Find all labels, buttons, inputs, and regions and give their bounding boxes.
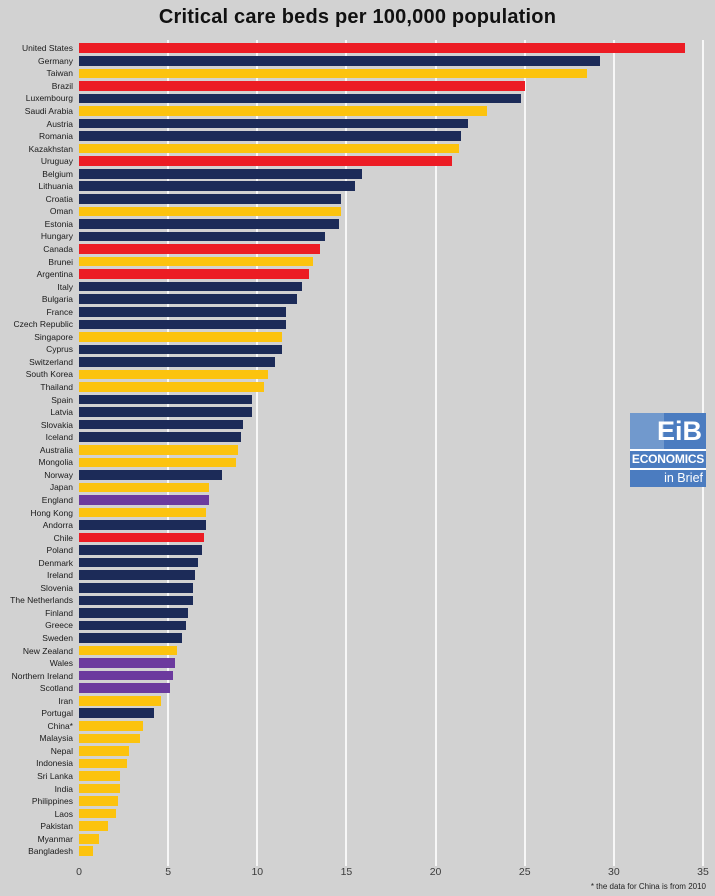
chart-row	[0, 305, 715, 318]
country-label: Slovenia	[40, 582, 73, 593]
tick-30	[613, 858, 615, 866]
bar	[79, 458, 236, 468]
country-label: South Korea	[25, 369, 73, 380]
chart-row	[0, 506, 715, 519]
country-label: Czech Republic	[13, 319, 73, 330]
chart-row	[0, 406, 715, 419]
country-label: Lithuania	[38, 181, 73, 192]
country-label: Portugal	[41, 708, 73, 719]
chart-row	[0, 368, 715, 381]
country-label: Taiwan	[46, 68, 73, 79]
chart-row	[0, 105, 715, 118]
bar	[79, 796, 118, 806]
country-label: Kazakhstan	[28, 143, 73, 154]
country-label: Japan	[49, 482, 73, 493]
country-label: Slovakia	[40, 419, 73, 430]
chart-row	[0, 293, 715, 306]
bar	[79, 771, 120, 781]
logo-eib-text: EiB	[656, 416, 702, 446]
chart-row	[0, 720, 715, 733]
bar	[79, 320, 286, 330]
x-tick-label-15: 15	[340, 866, 353, 878]
chart-row	[0, 55, 715, 68]
chart-row	[0, 544, 715, 557]
country-label: Hungary	[40, 231, 73, 242]
bar	[79, 357, 275, 367]
chart-row	[0, 42, 715, 55]
tick-5	[167, 858, 169, 866]
country-label: India	[54, 783, 73, 794]
tick-35	[702, 858, 704, 866]
bar	[79, 156, 452, 166]
country-label: Wales	[49, 658, 73, 669]
country-label: Australia	[39, 444, 73, 455]
bar	[79, 257, 313, 267]
bar	[79, 282, 302, 292]
country-label: Chile	[53, 532, 73, 543]
country-label: Thailand	[40, 382, 73, 393]
logo-economics-text: ECONOMICS	[631, 452, 705, 466]
chart-row	[0, 845, 715, 858]
country-label: Poland	[46, 545, 73, 556]
x-tick-label-25: 25	[518, 866, 531, 878]
chart-row	[0, 607, 715, 620]
country-label: Canada	[43, 244, 73, 255]
country-label: Spain	[51, 394, 73, 405]
country-label: Finland	[45, 607, 73, 618]
country-label: Austria	[46, 118, 73, 129]
chart-row	[0, 280, 715, 293]
tick-15	[345, 858, 347, 866]
country-label: Italy	[57, 281, 73, 292]
chart-row	[0, 694, 715, 707]
x-tick-label-5: 5	[165, 866, 172, 878]
bar	[79, 696, 161, 706]
bar	[79, 269, 309, 279]
country-label: Indonesia	[36, 758, 73, 769]
chart-row	[0, 230, 715, 243]
country-label: Latvia	[50, 407, 73, 418]
bar	[79, 43, 685, 53]
bar-rows	[0, 42, 715, 858]
country-label: Estonia	[44, 218, 73, 229]
country-label: Sweden	[42, 632, 73, 643]
bar	[79, 495, 209, 505]
bar	[79, 407, 252, 417]
chart-row	[0, 795, 715, 808]
logo-inbrief-text: in Brief	[630, 470, 706, 488]
bar	[79, 345, 282, 355]
chart-row	[0, 632, 715, 645]
chart-row	[0, 707, 715, 720]
country-label: Switzerland	[29, 356, 73, 367]
chart-row	[0, 80, 715, 93]
bar	[79, 545, 202, 555]
country-label: Iceland	[45, 432, 73, 443]
country-label: Croatia	[45, 193, 73, 204]
bar	[79, 784, 120, 794]
bar	[79, 658, 175, 668]
country-label: Scotland	[39, 683, 73, 694]
country-label: France	[46, 306, 73, 317]
bar	[79, 131, 461, 141]
bar	[79, 294, 297, 304]
x-tick-label-35: 35	[697, 866, 709, 878]
bar	[79, 746, 129, 756]
chart-row	[0, 381, 715, 394]
bar	[79, 232, 325, 242]
chart-row	[0, 820, 715, 833]
bar	[79, 69, 587, 79]
chart-row	[0, 167, 715, 180]
chart-row	[0, 418, 715, 431]
country-label: Brazil	[51, 80, 73, 91]
chart-row	[0, 669, 715, 682]
country-label: Northern Ireland	[11, 670, 73, 681]
country-label: Cyprus	[46, 344, 73, 355]
chart-row	[0, 531, 715, 544]
tick-25	[524, 858, 526, 866]
bar	[79, 508, 206, 518]
bar	[79, 332, 282, 342]
chart-row	[0, 770, 715, 783]
country-label: Greece	[45, 620, 73, 631]
chart-row	[0, 155, 715, 168]
bar	[79, 809, 116, 819]
chart-row	[0, 682, 715, 695]
chart-row	[0, 218, 715, 231]
chart-row	[0, 657, 715, 670]
bar	[79, 207, 341, 217]
bar	[79, 520, 206, 530]
chart-row	[0, 556, 715, 569]
chart-row	[0, 469, 715, 482]
bar	[79, 119, 468, 129]
chart-row	[0, 807, 715, 820]
country-label: Oman	[49, 206, 73, 217]
logo-top-block	[630, 413, 706, 449]
country-label: New Zealand	[22, 645, 73, 656]
bar	[79, 395, 252, 405]
country-label: Bangladesh	[28, 846, 73, 857]
bar	[79, 633, 182, 643]
bar	[79, 683, 170, 693]
bar	[79, 56, 600, 66]
country-label: Singapore	[34, 331, 73, 342]
chart-row	[0, 243, 715, 256]
chart-row	[0, 745, 715, 758]
x-tick-label-0: 0	[76, 866, 82, 878]
country-label: The Netherlands	[10, 595, 73, 606]
chart-row	[0, 456, 715, 469]
eib-logo	[630, 413, 706, 487]
chart-row	[0, 117, 715, 130]
bar	[79, 834, 99, 844]
country-label: Andorra	[42, 520, 73, 531]
chart-row	[0, 393, 715, 406]
bar	[79, 244, 320, 254]
chart-row	[0, 205, 715, 218]
chart-row	[0, 569, 715, 582]
country-label: Belgium	[42, 168, 73, 179]
bar	[79, 445, 238, 455]
chart-row	[0, 594, 715, 607]
bar	[79, 721, 143, 731]
bar	[79, 370, 268, 380]
chart-row	[0, 444, 715, 457]
country-label: Uruguay	[40, 156, 73, 167]
bar	[79, 432, 241, 442]
chart-row	[0, 343, 715, 356]
bar	[79, 94, 521, 104]
bar	[79, 708, 154, 718]
country-label: Argentina	[36, 269, 73, 280]
bar	[79, 194, 341, 204]
country-label: Germany	[38, 55, 73, 66]
bar	[79, 646, 177, 656]
x-tick-label-30: 30	[608, 866, 620, 878]
country-label: Bulgaria	[41, 294, 73, 305]
bar	[79, 106, 487, 116]
bar	[79, 570, 195, 580]
bar	[79, 621, 186, 631]
bar	[79, 821, 108, 831]
country-label: Pakistan	[40, 821, 73, 832]
bar	[79, 583, 193, 593]
country-label: Iran	[58, 695, 73, 706]
country-label: China*	[47, 720, 73, 731]
bar	[79, 558, 198, 568]
country-label: Malaysia	[39, 733, 73, 744]
chart-row	[0, 782, 715, 795]
chart-row	[0, 180, 715, 193]
chart-row	[0, 431, 715, 444]
country-label: Denmark	[38, 557, 73, 568]
country-label: Hong Kong	[30, 507, 73, 518]
x-tick-label-10: 10	[251, 866, 264, 878]
chart-row	[0, 519, 715, 532]
bar	[79, 671, 173, 681]
bar	[79, 382, 264, 392]
tick-20	[435, 858, 437, 866]
bar	[79, 219, 339, 229]
chart-row	[0, 318, 715, 331]
china-footnote: * the data for China is from 2010	[590, 882, 706, 891]
chart-row	[0, 481, 715, 494]
country-label: England	[41, 494, 73, 505]
chart-row	[0, 832, 715, 845]
x-tick-label-20: 20	[429, 866, 442, 878]
country-label: Norway	[44, 469, 73, 480]
chart-row	[0, 356, 715, 369]
bar	[79, 307, 286, 317]
country-label: Philippines	[31, 796, 73, 807]
chart-row	[0, 130, 715, 143]
country-label: Nepal	[50, 745, 73, 756]
chart-row	[0, 193, 715, 206]
country-label: Sri Lanka	[37, 770, 73, 781]
bar	[79, 81, 525, 91]
chart-row	[0, 494, 715, 507]
bar	[79, 169, 362, 179]
bar	[79, 759, 127, 769]
bar	[79, 533, 204, 543]
chart-row	[0, 582, 715, 595]
chart-row	[0, 644, 715, 657]
chart-row	[0, 331, 715, 344]
country-label: Mongolia	[38, 457, 73, 468]
chart-row	[0, 732, 715, 745]
country-label: United States	[21, 43, 73, 54]
chart-row	[0, 92, 715, 105]
country-label: Ireland	[47, 570, 73, 581]
bar	[79, 483, 209, 493]
bar	[79, 181, 355, 191]
country-label: Laos	[54, 808, 73, 819]
chart-title: Critical care beds per 100,000 population	[158, 6, 557, 28]
country-label: Saudi Arabia	[24, 106, 73, 116]
chart-row	[0, 67, 715, 80]
country-label: Romania	[38, 131, 73, 142]
country-label: Myanmar	[37, 833, 73, 844]
bar	[79, 470, 222, 480]
bar	[79, 596, 193, 606]
bar	[79, 846, 93, 856]
bar	[79, 608, 188, 618]
chart-row	[0, 619, 715, 632]
bar	[79, 420, 243, 430]
country-label: Luxembourg	[25, 93, 73, 104]
chart-row	[0, 757, 715, 770]
chart-row	[0, 142, 715, 155]
tick-10	[256, 858, 258, 866]
chart-row	[0, 268, 715, 281]
bar	[79, 144, 459, 154]
chart-row	[0, 255, 715, 268]
bar	[79, 734, 140, 744]
country-label: Brunei	[48, 256, 73, 267]
